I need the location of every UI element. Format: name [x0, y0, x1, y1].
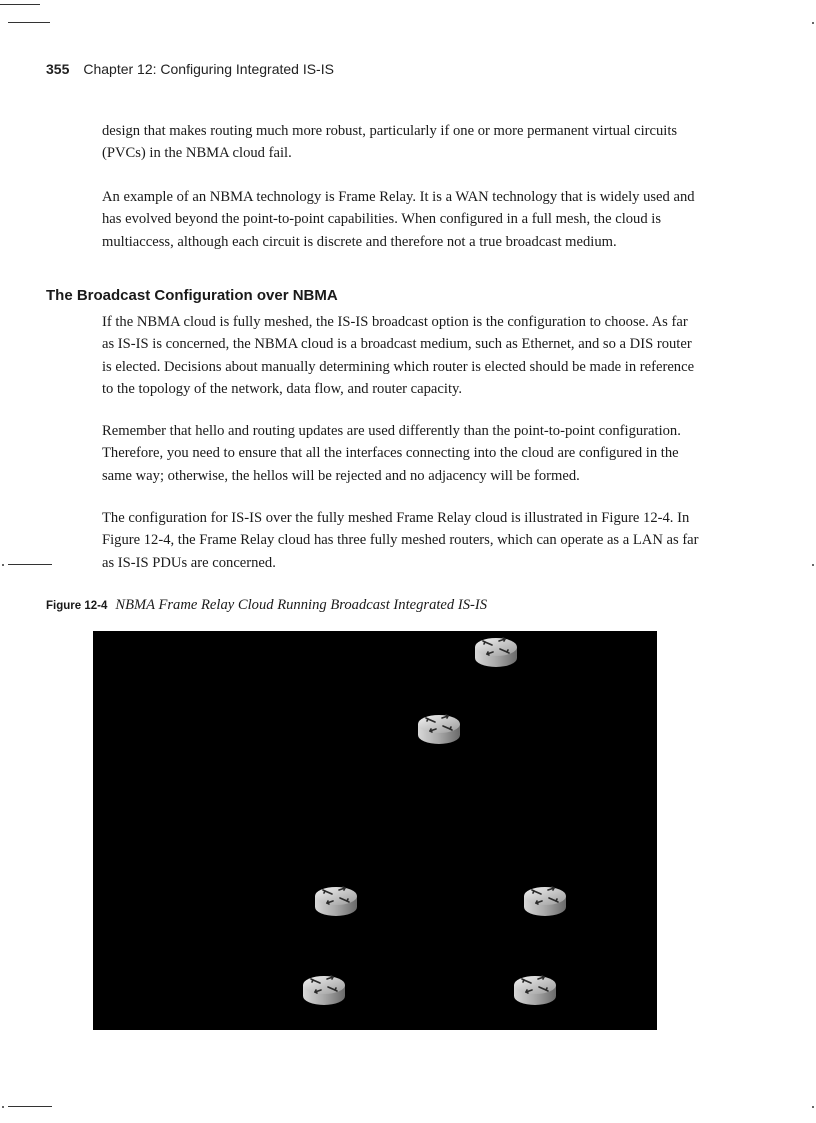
paragraph-pvc-robustness: design that makes routing much more robust, particularly if one or more permanent virtual circuits (PVCs) in the NBMA cloud fail.: [102, 123, 678, 162]
page-number: 355: [46, 61, 70, 77]
crop-mark: [812, 564, 814, 566]
paragraph-hello-updates: Remember that hello and routing updates are used differently than the point-to-point configuration. Therefore, you need to ensure that all the interfaces connecting into the cloud are configured in the same way; otherwise, the hellos will be rejected and no adjacency will be formed.: [102, 423, 681, 484]
section-heading: The Broadcast Configuration over NBMA: [46, 287, 338, 304]
crop-mark: [812, 1106, 814, 1108]
paragraph-frame-relay-example: An example of an NBMA technology is Frame Relay. It is a WAN technology that is widely used and has evolved beyond the point-to-point capabilities. When configured in a full mesh, the cloud is multiaccess, although each circuit is discrete and therefore not a true broadcast medium.: [102, 189, 695, 250]
crop-mark: [8, 22, 50, 23]
figure-caption: [46, 596, 487, 614]
router-icon: [521, 883, 569, 919]
crop-mark: [8, 1106, 52, 1107]
router-icon: [415, 711, 463, 747]
router-icon: [472, 634, 520, 670]
router-icon: [300, 972, 348, 1008]
router-icon: [511, 972, 559, 1008]
chapter-title: Chapter 12: Configuring Integrated IS-IS: [83, 61, 334, 77]
crop-mark: [0, 4, 40, 5]
figure-title: NBMA Frame Relay Cloud Running Broadcast Integrated IS-IS: [115, 597, 488, 613]
router-icon: [312, 883, 360, 919]
crop-mark: [2, 564, 4, 566]
paragraph-figure-reference: The configuration for IS-IS over the fully meshed Frame Relay cloud is illustrated in Figure 12-4. In Figure 12-4, the Frame Relay cloud has three fully meshed routers, which can operate as a LAN as far as IS-IS PDUs are concerned.: [102, 510, 699, 571]
figure-label: Figure 12-4: [46, 600, 108, 612]
running-header: [46, 61, 334, 77]
crop-mark: [8, 564, 52, 565]
crop-mark: [812, 22, 814, 24]
crop-mark: [2, 1106, 4, 1108]
paragraph-broadcast-option: If the NBMA cloud is fully meshed, the IS-IS broadcast option is the configuration to choose. As far as IS-IS is concerned, the NBMA cloud is a broadcast medium, such as Ethernet, and so a DIS router is elected. Decisions about manually determining which router is elected should be made in reference to the topology of the network, data flow, and router capacity.: [102, 314, 695, 397]
figure-frame-relay-cloud: [93, 631, 657, 1030]
